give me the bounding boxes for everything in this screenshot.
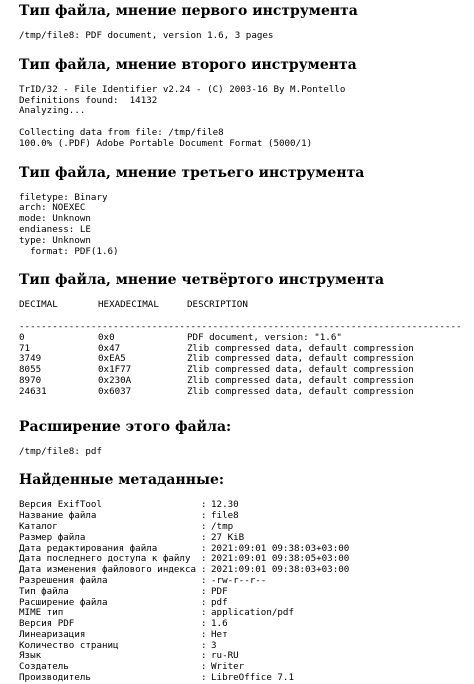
output-line: endianess: LE (19, 223, 91, 235)
metadata-row (19, 587, 471, 598)
metadata-key: Название файла (19, 510, 97, 522)
metadata-key: Тип файла (19, 585, 69, 597)
cell-description: Zlib compressed data, default compression (187, 364, 414, 376)
metadata-row (19, 619, 471, 630)
table-separator: -------------------------------------------------------------------------------- (19, 321, 462, 332)
column-header-hex: HEXADECIMAL (98, 299, 159, 311)
cell-description: PDF document, version: "1.6" (187, 331, 342, 343)
metadata-key: Размер файла (19, 531, 86, 543)
metadata-key: Расширение файла (19, 596, 108, 608)
metadata-key: Разрешения файла (19, 574, 108, 586)
tool-1-output (19, 31, 471, 42)
cell-hex: 0xEA5 (98, 353, 126, 365)
tool-4-table (19, 300, 471, 397)
metadata-separator: : (201, 628, 207, 640)
metadata-separator: : (201, 639, 207, 651)
output-line: 100.0% (.PDF) Adobe Portable Document Format (5000/1) (19, 137, 313, 149)
metadata-value: 2021:09:01 09:38:03+03:00 (211, 542, 350, 554)
metadata-separator: : (201, 499, 207, 511)
cell-hex: 0x6037 (98, 385, 132, 397)
report-page (19, 0, 471, 684)
metadata-separator: : (201, 531, 207, 543)
metadata-separator: : (201, 542, 207, 554)
metadata-key: Дата редактирования файла (19, 542, 158, 554)
tool-2-output (19, 85, 471, 150)
metadata-value: 12.30 (211, 499, 239, 511)
metadata-separator: : (201, 564, 207, 576)
metadata-value: -rw-r--r-- (211, 574, 267, 586)
cell-decimal: 0 (19, 331, 25, 343)
metadata-value: 1.6 (211, 618, 228, 630)
metadata-value: Writer (211, 661, 245, 673)
metadata-separator: : (201, 520, 207, 532)
metadata-key: Линеаризация (19, 628, 86, 640)
output-line: /tmp/file8: PDF document, version 1.6, 3 pages (19, 30, 274, 41)
output-line: arch: NOEXEC (19, 202, 86, 214)
metadata-key: Язык (19, 650, 42, 662)
metadata-key: Версия PDF (19, 618, 75, 630)
metadata-value: 2021:09:01 09:38:03+03:00 (211, 564, 350, 576)
table-row (19, 387, 471, 398)
metadata-separator: : (201, 618, 207, 630)
cell-hex: 0x230A (98, 374, 132, 386)
cell-hex: 0x0 (98, 331, 115, 343)
output-line: /tmp/file8: pdf (19, 445, 102, 457)
metadata-separator: : (201, 607, 207, 619)
cell-decimal: 8970 (19, 374, 42, 386)
metadata-row (19, 641, 471, 652)
metadata-value: PDF (211, 585, 228, 597)
output-line: filetype: Binary (19, 191, 108, 203)
metadata-key: Создатель (19, 661, 69, 673)
metadata-list (19, 500, 471, 684)
cell-description: Zlib compressed data, default compression (187, 353, 414, 365)
metadata-key: Количество страниц (19, 639, 119, 651)
metadata-value: application/pdf (211, 607, 294, 619)
output-line: Definitions found: 14132 (19, 94, 158, 106)
output-line: Collecting data from file: /tmp/file8 (19, 126, 224, 138)
output-line: mode: Unknown (19, 213, 91, 225)
heading-tool-1: Тип файла, мнение первого инструмента (19, 3, 358, 19)
metadata-key: Каталог (19, 520, 58, 532)
metadata-separator: : (201, 596, 207, 608)
spacer (19, 311, 471, 322)
metadata-value: file8 (211, 510, 239, 522)
metadata-row (19, 511, 471, 522)
heading-tool-3: Тип файла, мнение третьего инструмента (19, 164, 365, 181)
table-header (19, 300, 471, 311)
metadata-key: Производитель (19, 672, 91, 684)
metadata-row (19, 576, 471, 587)
cell-hex: 0x1F77 (98, 364, 132, 376)
metadata-row (19, 651, 471, 662)
metadata-value: Нет (211, 628, 228, 640)
metadata-separator: : (201, 510, 207, 522)
output-line: Analyzing... (19, 105, 86, 117)
metadata-separator: : (201, 650, 207, 662)
metadata-separator: : (201, 574, 207, 586)
metadata-key: MIME тип (19, 607, 64, 619)
heading-metadata: Найденные метаданные: (19, 472, 225, 489)
cell-decimal: 24631 (19, 385, 47, 397)
metadata-separator: : (201, 553, 207, 565)
metadata-value: 3 (211, 639, 217, 651)
metadata-value: LibreOffice 7.1 (211, 672, 294, 684)
table-row (19, 333, 471, 344)
heading-extension: Расширение этого файла: (19, 418, 232, 435)
cell-decimal: 71 (19, 342, 31, 354)
output-line: type: Unknown (19, 234, 91, 246)
cell-description: Zlib compressed data, default compression (187, 342, 414, 354)
metadata-value: /tmp (211, 520, 234, 532)
column-header-description: DESCRIPTION (187, 299, 248, 311)
extension-output (19, 447, 471, 458)
cell-description: Zlib compressed data, default compression (187, 385, 414, 397)
metadata-row (19, 608, 471, 619)
heading-tool-4: Тип файла, мнение четвёртого инструмента (19, 272, 385, 289)
metadata-value: 27 KiB (211, 531, 245, 543)
column-header-decimal: DECIMAL (19, 299, 58, 311)
cell-decimal: 8055 (19, 364, 42, 376)
tool-3-output (19, 193, 471, 258)
cell-hex: 0x47 (98, 342, 121, 354)
metadata-value: 2021:09:01 09:38:05+03:00 (211, 553, 350, 565)
metadata-value: pdf (211, 596, 228, 608)
metadata-separator: : (201, 672, 207, 684)
metadata-separator: : (201, 585, 207, 597)
metadata-key: Дата изменения файлового индекса (19, 564, 197, 576)
cell-decimal: 3749 (19, 353, 42, 365)
output-line: TrID/32 - File Identifier v2.24 - (C) 2003-16 By M.Pontello (19, 83, 346, 95)
metadata-key: Дата последнего доступа к файлу (19, 553, 191, 565)
metadata-key: Версия ExifTool (19, 499, 102, 511)
metadata-value: ru-RU (211, 650, 239, 662)
heading-tool-2: Тип файла, мнение второго инструмента (19, 56, 357, 73)
cell-description: Zlib compressed data, default compression (187, 374, 414, 386)
output-line: format: PDF(1.6) (19, 245, 119, 257)
metadata-separator: : (201, 661, 207, 673)
metadata-row (19, 522, 471, 533)
